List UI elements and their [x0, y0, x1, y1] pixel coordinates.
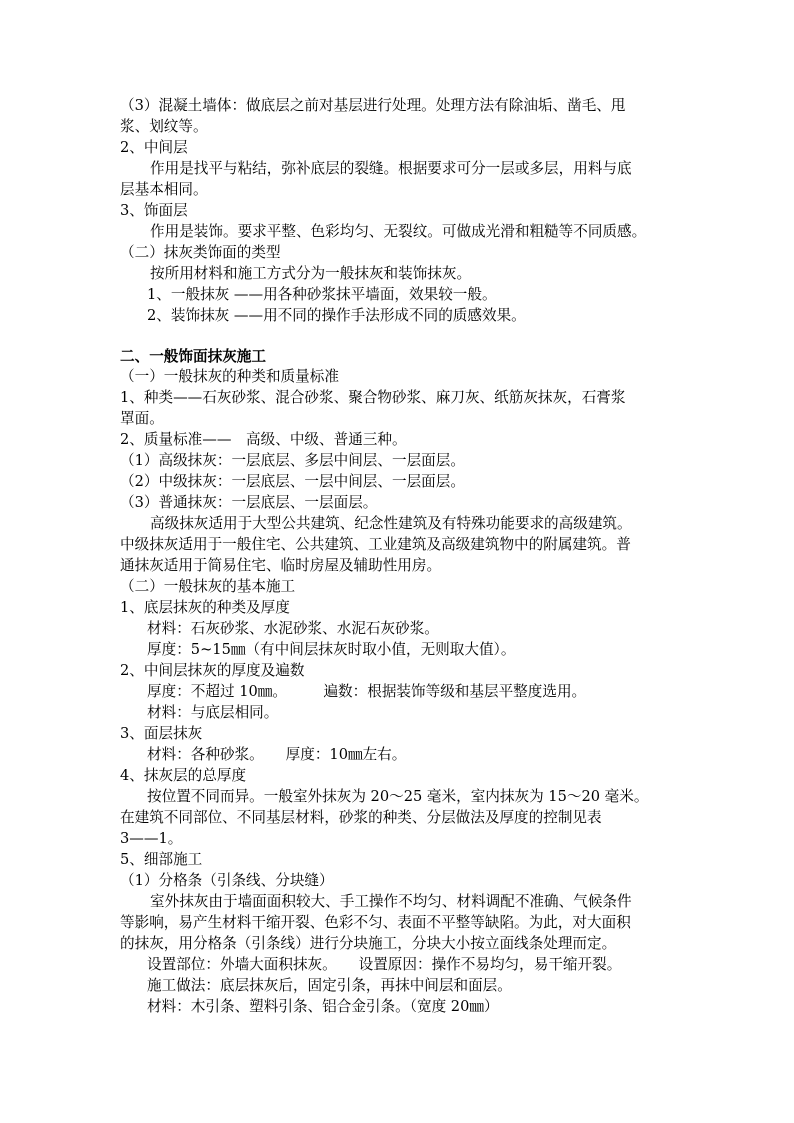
text-line: （3）普通抹灰：一层底层、一层面层。	[120, 494, 378, 511]
text-line: 中级抹灰适用于一般住宅、公共建筑、工业建筑及高级建筑物中的附属建筑。普	[120, 536, 631, 553]
chapter-heading: 二、一般饰面抹灰施工	[120, 348, 266, 365]
text-line: 1、种类——石灰砂浆、混合砂浆、聚合物砂浆、麻刀灰、纸筋灰抹灰，石膏浆	[120, 389, 626, 406]
text-line: 层基本相同。	[120, 181, 208, 198]
text-line: 施工做法：底层抹灰后，固定引条，再抹中间层和面层。	[147, 977, 512, 994]
text-line: 2、装饰抹灰 ——用不同的操作手法形成不同的质感效果。	[147, 307, 526, 324]
text-line: 通抹灰适用于简易住宅、临时房屋及辅助性用房。	[120, 557, 442, 574]
text-line: （1）高级抹灰：一层底层、多层中间层、一层面层。	[120, 452, 465, 469]
section-heading: 2、中间层抹灰的厚度及遍数	[120, 662, 305, 679]
section-heading: 3、面层抹灰	[120, 725, 203, 742]
text-line: 罩面。	[120, 410, 164, 427]
text-line: 在建筑不同部位、不同基层材料，砂浆的种类、分层做法及厚度的控制见表	[120, 809, 602, 826]
text-line: （3）混凝土墙体：做底层之前对基层进行处理。处理方法有除油垢、凿毛、甩	[120, 97, 626, 114]
text-line: 设置部位：外墙大面积抹灰。 设置原因：操作不易均匀，易干缩开裂。	[147, 956, 622, 973]
text-line: 2、质量标准—— 高级、中级、普通三种。	[120, 431, 407, 448]
text-line: 按所用材料和施工方式分为一般抹灰和装饰抹灰。	[150, 265, 472, 282]
text-line: 等影响，易产生材料干缩开裂、色彩不匀、表面不平整等缺陷。为此，对大面积	[120, 914, 631, 931]
text-line: 1、一般抹灰 ——用各种砂浆抹平墙面，效果较一般。	[147, 286, 497, 303]
section-heading: 4、抹灰层的总厚度	[120, 767, 247, 784]
section-heading: （一）一般抹灰的种类和质量标准	[120, 368, 339, 385]
section-heading: 5、细部施工	[120, 851, 203, 868]
section-heading: （二）一般抹灰的基本施工	[120, 578, 296, 595]
section-heading: 1、底层抹灰的种类及厚度	[120, 599, 290, 616]
text-line: 厚度：5~15㎜（有中间层抹灰时取小值，无则取大值）。	[147, 641, 516, 658]
section-heading: 2、中间层	[120, 139, 188, 156]
text-line: 作用是装饰。要求平整、色彩均匀、无裂纹。可做成光滑和粗糙等不同质感。	[150, 223, 647, 240]
text-line: 的抹灰，用分格条（引条线）进行分块施工，分块大小按立面线条处理而定。	[120, 935, 617, 952]
text-line: 高级抹灰适用于大型公共建筑、纪念性建筑及有特殊功能要求的高级建筑。	[150, 515, 632, 532]
section-heading: 3、饰面层	[120, 202, 188, 219]
text-line: 材料：各种砂浆。 厚度：10㎜左右。	[147, 746, 407, 763]
text-line: 材料：与底层相同。	[147, 704, 279, 721]
section-heading: （1）分格条（引条线、分块缝）	[120, 872, 334, 889]
text-line: 浆、划纹等。	[120, 118, 208, 135]
text-line: 室外抹灰由于墙面面积较大、手工操作不均匀、材料调配不准确、气候条件	[150, 893, 632, 910]
text-line: 材料：石灰砂浆、水泥砂浆、水泥石灰砂浆。	[147, 620, 439, 637]
text-line: 作用是找平与粘结，弥补底层的裂缝。根据要求可分一层或多层，用料与底	[150, 160, 632, 177]
section-heading: （二）抹灰类饰面的类型	[120, 244, 281, 261]
text-line: 3——1。	[120, 830, 183, 847]
text-line: （2）中级抹灰：一层底层、一层中间层、一层面层。	[120, 473, 465, 490]
text-line: 厚度：不超过 10㎜。 遍数：根据装饰等级和基层平整度选用。	[147, 683, 587, 700]
text-line: 按位置不同而异。一般室外抹灰为 20～25 毫米，室内抹灰为 15～20 毫米。	[147, 788, 649, 805]
text-line: 材料：木引条、塑料引条、铝合金引条。（宽度 20㎜）	[147, 998, 499, 1015]
